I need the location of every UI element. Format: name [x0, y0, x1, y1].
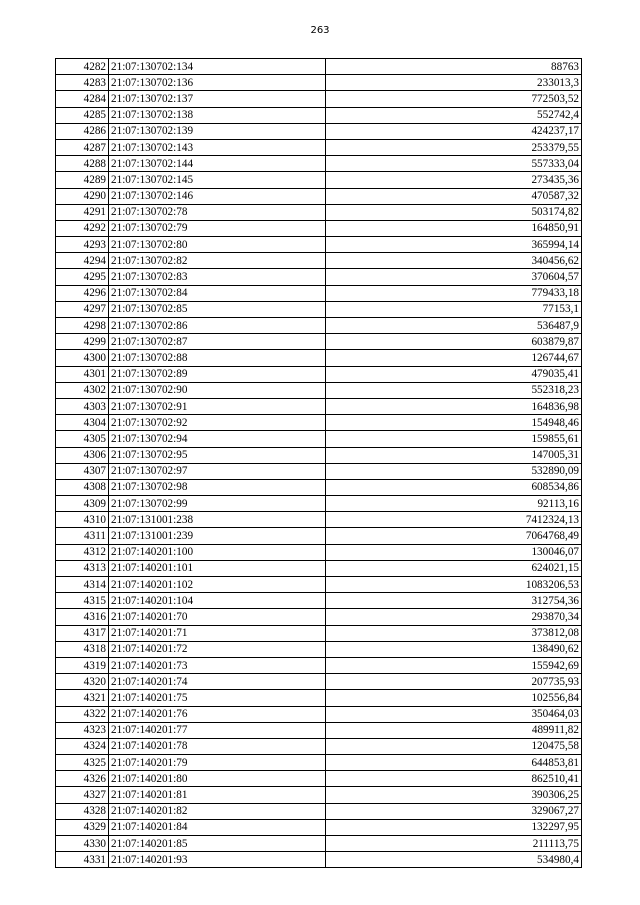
table-row — [56, 577, 582, 593]
table-row — [56, 285, 582, 301]
value-cell: 552318,23 — [326, 382, 582, 398]
table-body — [56, 59, 582, 868]
cadastral-number-cell: 21:07:130702:139 — [109, 123, 326, 139]
row-number-cell: 4316 — [56, 609, 109, 625]
value-cell: 390306,25 — [326, 787, 582, 803]
row-number-cell: 4310 — [56, 512, 109, 528]
table-row — [56, 771, 582, 787]
row-number-cell: 4302 — [56, 382, 109, 398]
value-cell: 233013,3 — [326, 75, 582, 91]
row-number-cell: 4311 — [56, 528, 109, 544]
cadastral-number-cell: 21:07:130702:90 — [109, 382, 326, 398]
value-cell: 489911,82 — [326, 722, 582, 738]
value-cell: 1083206,53 — [326, 577, 582, 593]
value-cell: 424237,17 — [326, 123, 582, 139]
cadastral-number-cell: 21:07:140201:81 — [109, 787, 326, 803]
table-row — [56, 172, 582, 188]
table-row — [56, 334, 582, 350]
cadastral-number-cell: 21:07:130702:134 — [109, 59, 326, 75]
value-cell: 503174,82 — [326, 204, 582, 220]
value-cell: 92113,16 — [326, 496, 582, 512]
cadastral-number-cell: 21:07:130702:92 — [109, 415, 326, 431]
value-cell: 147005,31 — [326, 447, 582, 463]
row-number-cell: 4298 — [56, 318, 109, 334]
cadastral-number-cell: 21:07:130702:80 — [109, 237, 326, 253]
table-row — [56, 269, 582, 285]
cadastral-number-cell: 21:07:140201:71 — [109, 625, 326, 641]
table-row — [56, 609, 582, 625]
cadastral-number-cell: 21:07:130702:85 — [109, 301, 326, 317]
row-number-cell: 4287 — [56, 139, 109, 155]
value-cell: 370604,57 — [326, 269, 582, 285]
cadastral-number-cell: 21:07:130702:89 — [109, 366, 326, 382]
cadastral-number-cell: 21:07:130702:86 — [109, 318, 326, 334]
value-cell: 102556,84 — [326, 690, 582, 706]
row-number-cell: 4297 — [56, 301, 109, 317]
row-number-cell: 4320 — [56, 674, 109, 690]
table-row — [56, 91, 582, 107]
row-number-cell: 4300 — [56, 350, 109, 366]
cadastral-number-cell: 21:07:140201:100 — [109, 544, 326, 560]
row-number-cell: 4285 — [56, 107, 109, 123]
cadastral-number-cell: 21:07:130702:98 — [109, 479, 326, 495]
cadastral-number-cell: 21:07:140201:73 — [109, 657, 326, 673]
row-number-cell: 4309 — [56, 496, 109, 512]
cadastral-number-cell: 21:07:140201:82 — [109, 803, 326, 819]
row-number-cell: 4306 — [56, 447, 109, 463]
row-number-cell: 4329 — [56, 819, 109, 835]
value-cell: 154948,46 — [326, 415, 582, 431]
cadastral-number-cell: 21:07:140201:75 — [109, 690, 326, 706]
cadastral-number-cell: 21:07:130702:137 — [109, 91, 326, 107]
value-cell: 164850,91 — [326, 220, 582, 236]
cadastral-number-cell: 21:07:130702:84 — [109, 285, 326, 301]
table-row — [56, 512, 582, 528]
row-number-cell: 4326 — [56, 771, 109, 787]
value-cell: 132297,95 — [326, 819, 582, 835]
row-number-cell: 4295 — [56, 269, 109, 285]
cadastral-number-cell: 21:07:130702:146 — [109, 188, 326, 204]
table-row — [56, 123, 582, 139]
table-row — [56, 350, 582, 366]
cadastral-number-cell: 21:07:140201:74 — [109, 674, 326, 690]
table-row — [56, 706, 582, 722]
cadastral-number-cell: 21:07:140201:78 — [109, 738, 326, 754]
table-row — [56, 496, 582, 512]
value-cell: 557333,04 — [326, 156, 582, 172]
table-row — [56, 641, 582, 657]
row-number-cell: 4292 — [56, 220, 109, 236]
table-row — [56, 237, 582, 253]
value-cell: 312754,36 — [326, 593, 582, 609]
value-cell: 470587,32 — [326, 188, 582, 204]
row-number-cell: 4317 — [56, 625, 109, 641]
table-row — [56, 544, 582, 560]
row-number-cell: 4323 — [56, 722, 109, 738]
cadastral-number-cell: 21:07:130702:94 — [109, 431, 326, 447]
table-row — [56, 382, 582, 398]
cadastral-number-cell: 21:07:140201:70 — [109, 609, 326, 625]
table-row — [56, 852, 582, 868]
row-number-cell: 4284 — [56, 91, 109, 107]
value-cell: 164836,98 — [326, 398, 582, 414]
value-cell: 365994,14 — [326, 237, 582, 253]
row-number-cell: 4286 — [56, 123, 109, 139]
row-number-cell: 4322 — [56, 706, 109, 722]
table-row — [56, 220, 582, 236]
value-cell: 350464,03 — [326, 706, 582, 722]
table-row — [56, 415, 582, 431]
table-row — [56, 560, 582, 576]
row-number-cell: 4318 — [56, 641, 109, 657]
table-row — [56, 722, 582, 738]
cadastral-number-cell: 21:07:140201:76 — [109, 706, 326, 722]
cadastral-number-cell: 21:07:130702:88 — [109, 350, 326, 366]
table-row — [56, 59, 582, 75]
table-row — [56, 431, 582, 447]
value-cell: 120475,58 — [326, 738, 582, 754]
row-number-cell: 4296 — [56, 285, 109, 301]
cadastral-number-cell: 21:07:130702:145 — [109, 172, 326, 188]
row-number-cell: 4293 — [56, 237, 109, 253]
row-number-cell: 4288 — [56, 156, 109, 172]
cadastral-number-cell: 21:07:140201:102 — [109, 577, 326, 593]
row-number-cell: 4312 — [56, 544, 109, 560]
row-number-cell: 4299 — [56, 334, 109, 350]
cadastral-value-table — [55, 58, 582, 868]
table-row — [56, 139, 582, 155]
cadastral-number-cell: 21:07:130702:91 — [109, 398, 326, 414]
cadastral-number-cell: 21:07:130702:97 — [109, 463, 326, 479]
value-cell: 77153,1 — [326, 301, 582, 317]
row-number-cell: 4291 — [56, 204, 109, 220]
value-cell: 293870,34 — [326, 609, 582, 625]
cadastral-number-cell: 21:07:130702:79 — [109, 220, 326, 236]
cadastral-number-cell: 21:07:131001:238 — [109, 512, 326, 528]
value-cell: 772503,52 — [326, 91, 582, 107]
table-row — [56, 366, 582, 382]
row-number-cell: 4314 — [56, 577, 109, 593]
cadastral-number-cell: 21:07:130702:99 — [109, 496, 326, 512]
table-row — [56, 156, 582, 172]
table-row — [56, 690, 582, 706]
table-row — [56, 398, 582, 414]
value-cell: 207735,93 — [326, 674, 582, 690]
cadastral-number-cell: 21:07:130702:144 — [109, 156, 326, 172]
value-cell: 603879,87 — [326, 334, 582, 350]
cadastral-number-cell: 21:07:140201:93 — [109, 852, 326, 868]
table-row — [56, 625, 582, 641]
row-number-cell: 4304 — [56, 415, 109, 431]
value-cell: 479035,41 — [326, 366, 582, 382]
row-number-cell: 4315 — [56, 593, 109, 609]
table-row — [56, 755, 582, 771]
table-row — [56, 528, 582, 544]
table-row — [56, 787, 582, 803]
value-cell: 273435,36 — [326, 172, 582, 188]
row-number-cell: 4301 — [56, 366, 109, 382]
row-number-cell: 4303 — [56, 398, 109, 414]
value-cell: 552742,4 — [326, 107, 582, 123]
table-row — [56, 107, 582, 123]
row-number-cell: 4289 — [56, 172, 109, 188]
value-cell: 253379,55 — [326, 139, 582, 155]
cadastral-number-cell: 21:07:140201:79 — [109, 755, 326, 771]
row-number-cell: 4331 — [56, 852, 109, 868]
value-cell: 126744,67 — [326, 350, 582, 366]
row-number-cell: 4327 — [56, 787, 109, 803]
row-number-cell: 4283 — [56, 75, 109, 91]
cadastral-number-cell: 21:07:130702:143 — [109, 139, 326, 155]
cadastral-number-cell: 21:07:140201:85 — [109, 836, 326, 852]
table-row — [56, 657, 582, 673]
table-row — [56, 253, 582, 269]
table-row — [56, 674, 582, 690]
cadastral-number-cell: 21:07:130702:136 — [109, 75, 326, 91]
row-number-cell: 4324 — [56, 738, 109, 754]
cadastral-number-cell: 21:07:140201:77 — [109, 722, 326, 738]
cadastral-number-cell: 21:07:130702:138 — [109, 107, 326, 123]
value-cell: 624021,15 — [326, 560, 582, 576]
cadastral-number-cell: 21:07:130702:95 — [109, 447, 326, 463]
cadastral-number-cell: 21:07:131001:239 — [109, 528, 326, 544]
value-cell: 155942,69 — [326, 657, 582, 673]
cadastral-number-cell: 21:07:130702:78 — [109, 204, 326, 220]
row-number-cell: 4305 — [56, 431, 109, 447]
value-cell: 536487,9 — [326, 318, 582, 334]
row-number-cell: 4307 — [56, 463, 109, 479]
row-number-cell: 4321 — [56, 690, 109, 706]
cadastral-number-cell: 21:07:140201:104 — [109, 593, 326, 609]
value-cell: 88763 — [326, 59, 582, 75]
table-row — [56, 479, 582, 495]
table-row — [56, 188, 582, 204]
value-cell: 779433,18 — [326, 285, 582, 301]
table-row — [56, 738, 582, 754]
cadastral-number-cell: 21:07:130702:83 — [109, 269, 326, 285]
table-row — [56, 318, 582, 334]
value-cell: 534980,4 — [326, 852, 582, 868]
row-number-cell: 4328 — [56, 803, 109, 819]
table-row — [56, 204, 582, 220]
value-cell: 340456,62 — [326, 253, 582, 269]
cadastral-number-cell: 21:07:140201:101 — [109, 560, 326, 576]
cadastral-number-cell: 21:07:130702:82 — [109, 253, 326, 269]
value-cell: 329067,27 — [326, 803, 582, 819]
row-number-cell: 4319 — [56, 657, 109, 673]
cadastral-number-cell: 21:07:140201:80 — [109, 771, 326, 787]
row-number-cell: 4282 — [56, 59, 109, 75]
row-number-cell: 4290 — [56, 188, 109, 204]
row-number-cell: 4330 — [56, 836, 109, 852]
value-cell: 211113,75 — [326, 836, 582, 852]
value-cell: 159855,61 — [326, 431, 582, 447]
cadastral-number-cell: 21:07:130702:87 — [109, 334, 326, 350]
value-cell: 608534,86 — [326, 479, 582, 495]
table-row — [56, 75, 582, 91]
value-cell: 138490,62 — [326, 641, 582, 657]
table-row — [56, 819, 582, 835]
value-cell: 644853,81 — [326, 755, 582, 771]
cadastral-number-cell: 21:07:140201:72 — [109, 641, 326, 657]
row-number-cell: 4308 — [56, 479, 109, 495]
row-number-cell: 4294 — [56, 253, 109, 269]
value-cell: 7064768,49 — [326, 528, 582, 544]
table-row — [56, 301, 582, 317]
table-row — [56, 447, 582, 463]
row-number-cell: 4313 — [56, 560, 109, 576]
cadastral-number-cell: 21:07:140201:84 — [109, 819, 326, 835]
table-row — [56, 463, 582, 479]
table-row — [56, 836, 582, 852]
table-row — [56, 593, 582, 609]
value-cell: 862510,41 — [326, 771, 582, 787]
value-cell: 7412324,13 — [326, 512, 582, 528]
value-cell: 373812,08 — [326, 625, 582, 641]
value-cell: 130046,07 — [326, 544, 582, 560]
value-cell: 532890,09 — [326, 463, 582, 479]
page-number: 263 — [310, 25, 330, 36]
row-number-cell: 4325 — [56, 755, 109, 771]
table-row — [56, 803, 582, 819]
